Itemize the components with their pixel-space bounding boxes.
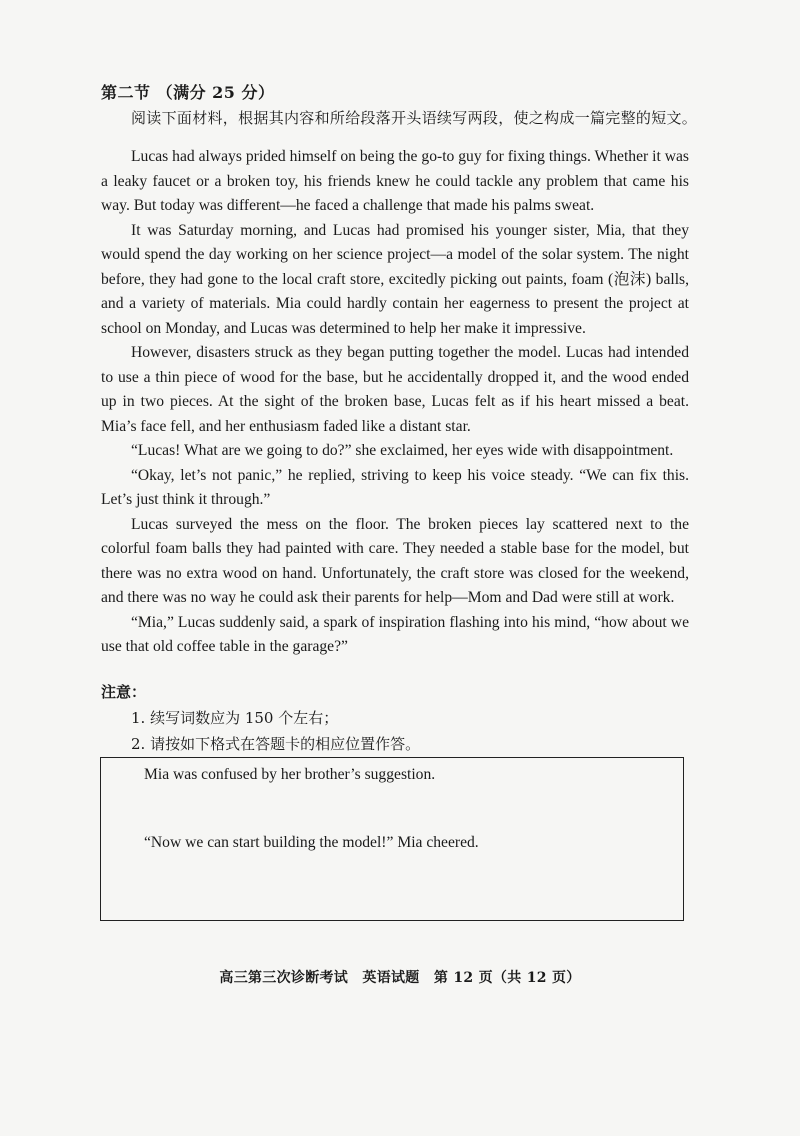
answer-format-box <box>100 757 684 921</box>
note-item: 1. 续写词数应为 150 个左右； <box>131 709 339 727</box>
task-instruction: 阅读下面材料，根据其内容和所给段落开头语续写两段，使之构成一篇完整的短文。 <box>131 109 698 127</box>
section-heading: 第二节 （满分 25 分） <box>101 83 275 102</box>
passage-paragraph: “Mia,” Lucas suddenly said, a spark of inspiration flashing into his mind, “how about we use that old coffee table in the garage?” <box>101 613 689 655</box>
passage-paragraph: Lucas surveyed the mess on the floor. The broken pieces lay scattered next to the colorful foam balls they had painted with care. They needed a stable base for the model, but there was no extra wood on hand. Unfortunately, the craft store was closed for the weekend, and there was no way he could ask their parents for help—Mom and Dad were still at work. <box>101 515 689 606</box>
page-footer: 高三第三次诊断考试 英语试题 第 12 页（共 12 页） <box>219 970 581 986</box>
notes-title: 注意： <box>101 683 147 701</box>
reading-passage <box>101 145 689 660</box>
passage-paragraph: “Okay, let’s not panic,” he replied, striving to keep his voice steady. “We can fix this. Let’s just think it through.” <box>101 466 689 508</box>
notes-section <box>101 679 420 757</box>
passage-paragraph: Lucas had always prided himself on being the go-to guy for fixing things. Whether it was a leaky faucet or a broken toy, his friends knew he could tackle any problem that came his way. But today was different—he faced a challenge that made his palms sweat. <box>101 148 689 214</box>
first-paragraph-opening: Mia was confused by her brother’s suggestion. <box>144 766 436 783</box>
note-item: 2. 请按如下格式在答题卡的相应位置作答。 <box>131 735 421 753</box>
passage-paragraph: It was Saturday morning, and Lucas had promised his younger sister, Mia, that they would spend the day working on her science project—a model of the solar system. The night before, they had gone to the local craft store, excitedly picking out paints, foam (泡沫) balls, and a variety of materials. Mia could hardly contain her eagerness to present the project at school on Monday, and Lucas was determined to help her make it impressive. <box>101 221 689 337</box>
passage-paragraph: However, disasters struck as they began putting together the model. Lucas had intended to use a thin piece of wood for the base, but he accidentally dropped it, and the wood ended up in two pieces. At the sight of the broken base, Lucas felt as if his heart missed a beat. Mia’s face fell, and her enthusiasm faded like a distant star. <box>101 344 689 435</box>
second-paragraph-opening: “Now we can start building the model!” Mia cheered. <box>144 834 479 851</box>
passage-paragraph: “Lucas! What are we going to do?” she exclaimed, her eyes wide with disappointment. <box>131 442 674 459</box>
